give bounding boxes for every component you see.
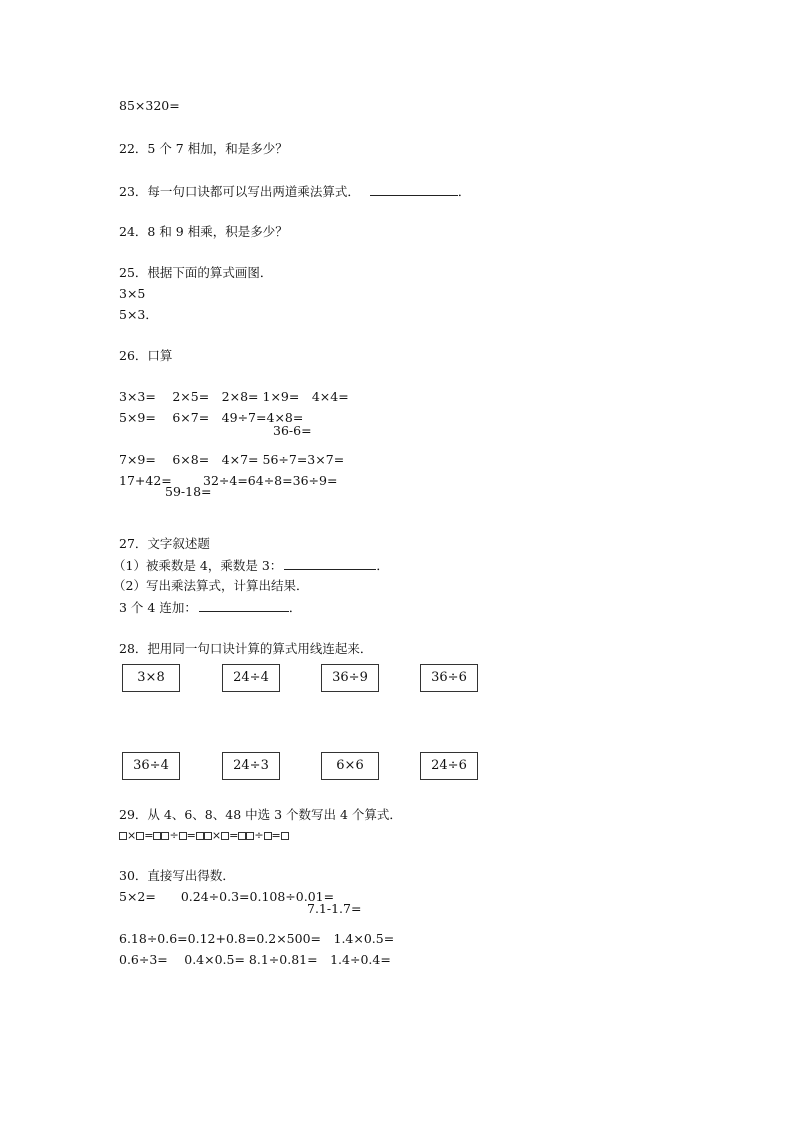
question-24: 24．8 和 9 相乘，积是多少？ bbox=[119, 224, 288, 239]
question-27-title: 27．文字叙述题 bbox=[119, 536, 210, 551]
question-29-title: 29．从 4、6、8、48 中选 3 个数写出 4 个算式． bbox=[119, 807, 402, 822]
answer-blank[interactable] bbox=[199, 599, 289, 612]
question-26-row: 7×9= 6×8= 4×7= 56÷7=3×7= bbox=[119, 452, 345, 467]
answer-square[interactable] bbox=[161, 832, 169, 840]
question-30-row: 0.6÷3= 0.4×0.5= 8.1÷0.81= 1.4÷0.4= bbox=[119, 952, 391, 967]
question-27-part3: 3 个 4 连加： ． bbox=[119, 600, 302, 615]
expression-box[interactable]: 24÷6 bbox=[420, 752, 478, 780]
answer-square[interactable] bbox=[136, 832, 144, 840]
answer-square[interactable] bbox=[246, 832, 254, 840]
answer-square[interactable] bbox=[153, 832, 161, 840]
question-25-title: 25．根据下面的算式画图． bbox=[119, 265, 273, 280]
question-27-part1: （1）被乘数是 4，乘数是 3： ． bbox=[113, 558, 389, 573]
question-26-title: 26．口算 bbox=[119, 348, 173, 363]
expression-box[interactable]: 6×6 bbox=[321, 752, 379, 780]
expression-box[interactable]: 36÷9 bbox=[321, 664, 379, 692]
question-26-item: 17+42= bbox=[119, 473, 172, 488]
question-26-item: 32÷4=64÷8=36÷9= bbox=[203, 473, 338, 488]
answer-square[interactable] bbox=[204, 832, 212, 840]
question-29-blanks: × = ÷ = × = ÷ = bbox=[119, 828, 289, 844]
question-27-part2: （2）写出乘法算式，计算出结果． bbox=[113, 578, 309, 593]
question-23-text: 23．每一句口诀都可以写出两道乘法算式． bbox=[119, 184, 360, 199]
question-26-row: 5×9= 6×7= 49÷7=4×8= bbox=[119, 410, 304, 425]
expression-box[interactable]: 36÷4 bbox=[122, 752, 180, 780]
expression-box[interactable]: 3×8 bbox=[122, 664, 180, 692]
answer-blank[interactable] bbox=[370, 183, 458, 196]
answer-square[interactable] bbox=[281, 832, 289, 840]
expression-box[interactable]: 36÷6 bbox=[420, 664, 478, 692]
question-30-item: 7.1-1.7= bbox=[307, 901, 362, 916]
answer-blank[interactable] bbox=[284, 557, 376, 570]
answer-square[interactable] bbox=[119, 832, 127, 840]
question-28-title: 28．把用同一句口诀计算的算式用线连起来． bbox=[119, 641, 373, 656]
q21-tail: 85×320= bbox=[119, 98, 180, 113]
question-26-item: 59-18= bbox=[165, 484, 212, 499]
expression-box[interactable]: 24÷4 bbox=[222, 664, 280, 692]
answer-square[interactable] bbox=[196, 832, 204, 840]
answer-square[interactable] bbox=[179, 832, 187, 840]
answer-square[interactable] bbox=[264, 832, 272, 840]
question-23: 23．每一句口诀都可以写出两道乘法算式． ． bbox=[119, 184, 471, 199]
question-26-item: 36-6= bbox=[273, 423, 312, 438]
answer-square[interactable] bbox=[221, 832, 229, 840]
question-25-line: 5×3． bbox=[119, 307, 158, 322]
question-30-row: 5×2= 0.24÷0.3=0.108÷0.01= bbox=[119, 889, 335, 904]
question-30-title: 30．直接写出得数． bbox=[119, 868, 235, 883]
answer-square[interactable] bbox=[238, 832, 246, 840]
expression-box[interactable]: 24÷3 bbox=[222, 752, 280, 780]
question-30-row: 6.18÷0.6=0.12+0.8=0.2×500= 1.4×0.5= bbox=[119, 931, 395, 946]
question-25-line: 3×5 bbox=[119, 286, 146, 301]
question-22: 22．5 个 7 相加，和是多少？ bbox=[119, 141, 288, 156]
question-26-row: 3×3= 2×5= 2×8= 1×9= 4×4= bbox=[119, 389, 349, 404]
